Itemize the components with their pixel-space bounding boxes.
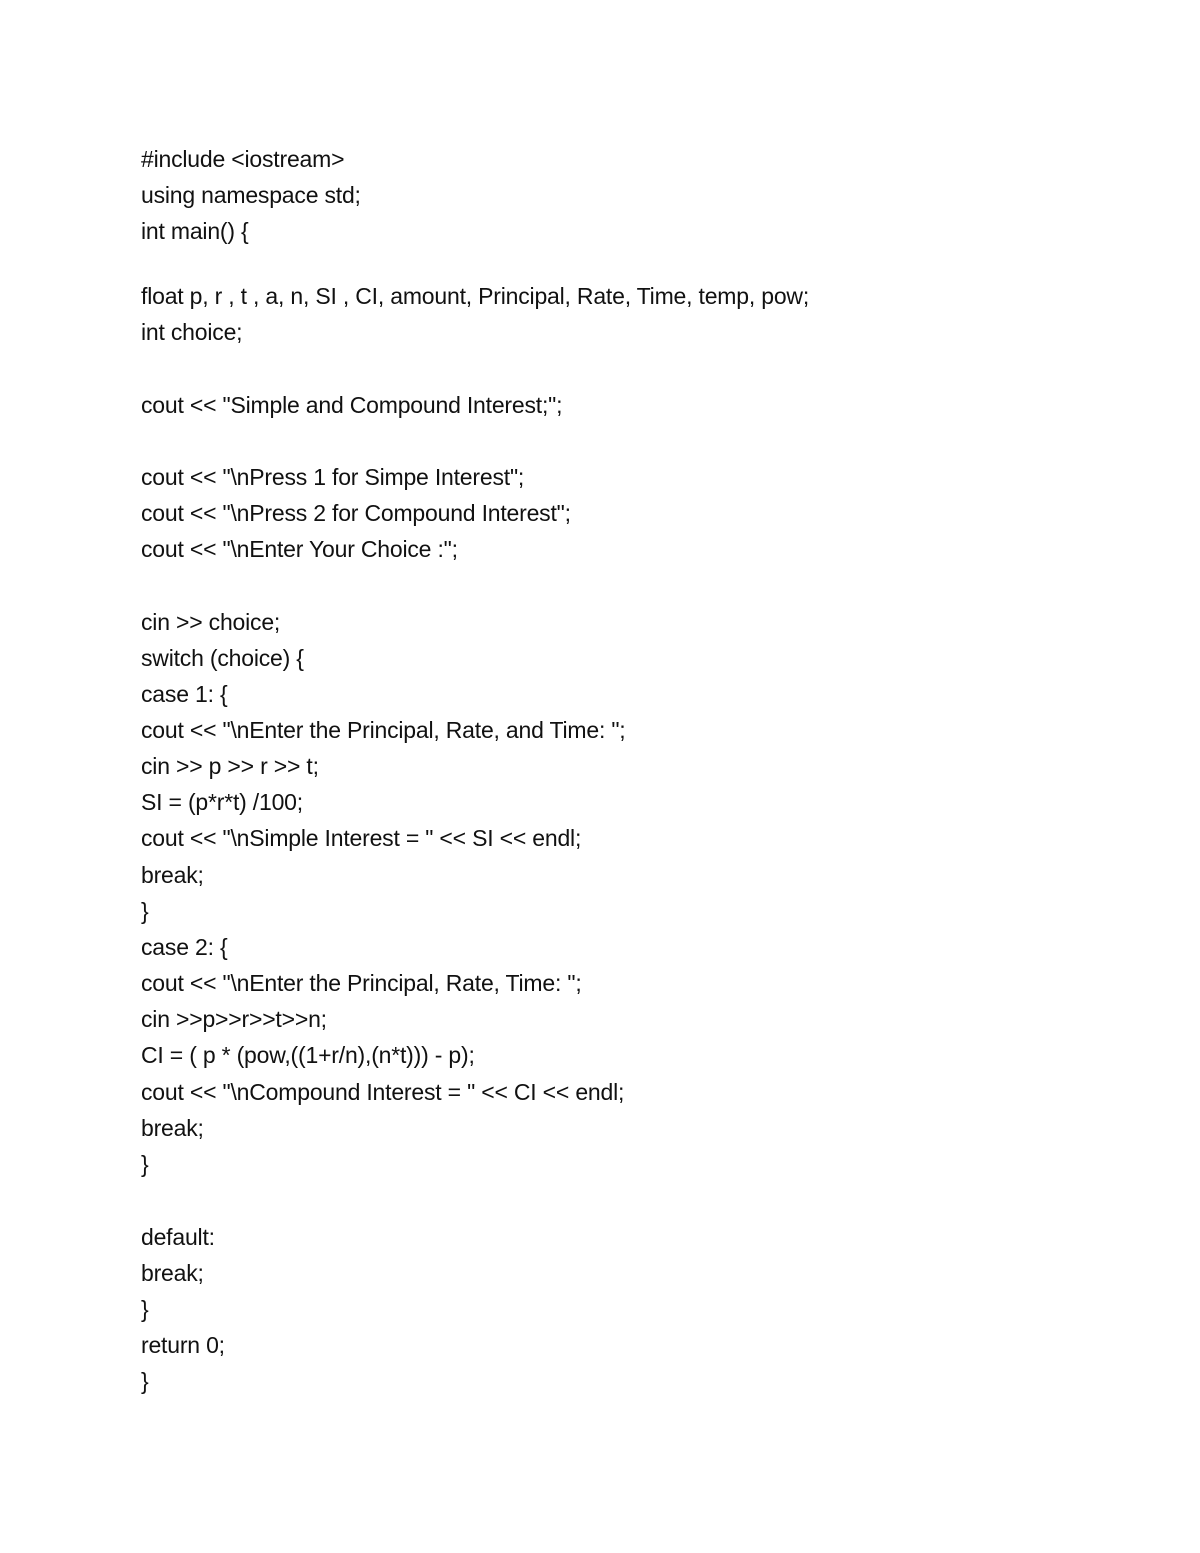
code-line-ci-formula: CI = ( p * (pow,((1+r/n),(n*t))) - p); (141, 1042, 475, 1068)
code-line-cout-si: cout << "\nSimple Interest = " << SI << endl; (141, 825, 582, 851)
code-line-cin-prt: cin >> p >> r >> t; (141, 753, 319, 779)
code-line-break-case-2: break; (141, 1115, 204, 1141)
code-line-case-2: case 2: { (141, 934, 228, 960)
code-line-close-main: } (141, 1368, 149, 1394)
code-line-default: default: (141, 1224, 215, 1250)
code-line-return: return 0; (141, 1332, 225, 1358)
code-line-case-1: case 1: { (141, 681, 228, 707)
code-line-cout-press-1: cout << "\nPress 1 for Simpe Interest"; (141, 464, 525, 490)
code-line-using-namespace: using namespace std; (141, 182, 361, 208)
code-line-cout-enter-prt: cout << "\nEnter the Principal, Rate, and Time: "; (141, 717, 626, 743)
code-line-cin-choice: cin >> choice; (141, 609, 281, 635)
code-line-cout-ci: cout << "\nCompound Interest = " << CI << endl; (141, 1079, 625, 1105)
code-line-close-switch: } (141, 1296, 149, 1322)
code-line-main-signature: int main() { (141, 218, 249, 244)
code-line-float-declarations: float p, r , t , a, n, SI , CI, amount, Principal, Rate, Time, temp, pow; (141, 283, 810, 309)
code-line-cout-press-2: cout << "\nPress 2 for Compound Interest"; (141, 500, 571, 526)
code-line-si-formula: SI = (p*r*t) /100; (141, 789, 303, 815)
code-line-cout-enter-choice: cout << "\nEnter Your Choice :"; (141, 536, 458, 562)
code-line-break-default: break; (141, 1260, 204, 1286)
code-line-int-choice: int choice; (141, 319, 243, 345)
code-line-close-case-2: } (141, 1151, 149, 1177)
code-line-cout-title: cout << "Simple and Compound Interest;"; (141, 392, 563, 418)
code-line-close-case-1: } (141, 898, 149, 924)
code-line-cin-prtn: cin >>p>>r>>t>>n; (141, 1006, 327, 1032)
code-line-include: #include <iostream> (141, 146, 345, 172)
code-line-break-case-1: break; (141, 862, 204, 888)
code-line-cout-enter-prt-2: cout << "\nEnter the Principal, Rate, Time: "; (141, 970, 582, 996)
code-line-switch: switch (choice) { (141, 645, 304, 671)
